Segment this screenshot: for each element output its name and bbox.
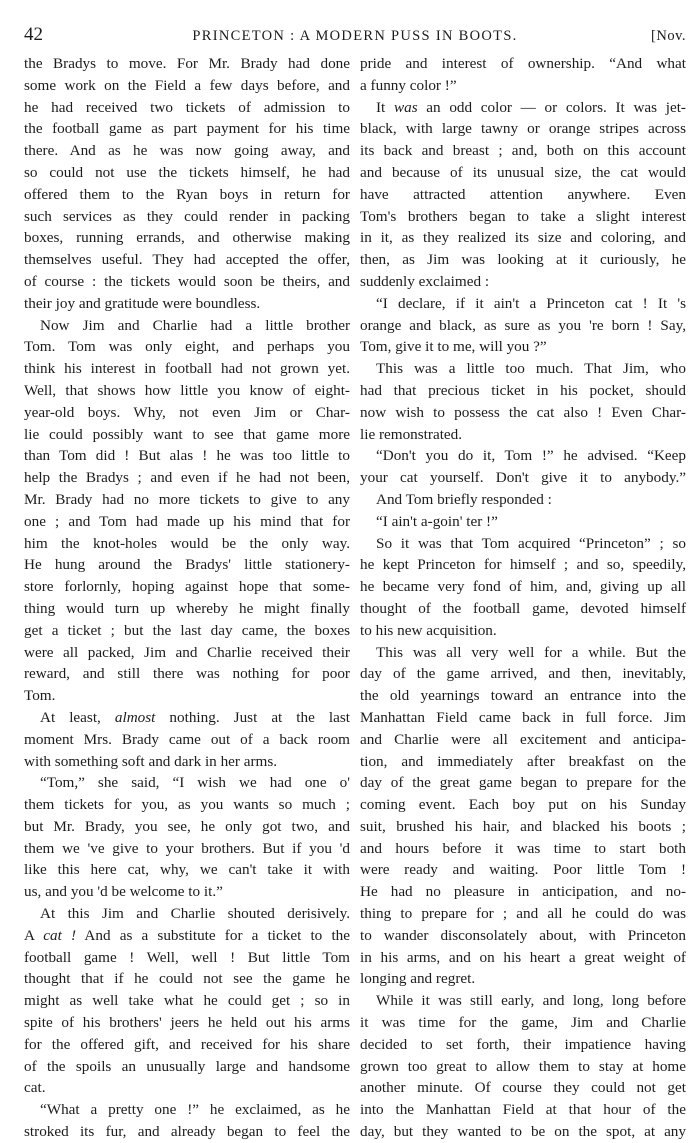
text-line: themselves useful. They had accepted the offer,	[24, 251, 350, 269]
text-line: a funny color !”	[360, 76, 457, 94]
text-line: thing would turn up whereby he might finally	[24, 599, 350, 617]
text-line: Now Jim and Charlie had a little brother	[40, 316, 350, 334]
text-line: orange and black, as sure as you 're born ! Say,	[360, 316, 686, 334]
text-line: have attracted attention anywhere. Even	[360, 185, 686, 203]
text-line: thought of the football game, devoted himself	[360, 599, 686, 617]
text-line: to his new acquisition.	[360, 621, 497, 639]
text-line: but Mr. Brady, you see, he only got two, and	[24, 817, 350, 835]
text-line: spite of his brothers' jeers he held out his arms	[24, 1014, 350, 1032]
text-line: “I declare, if it ain't a Princeton cat ! It 's	[376, 294, 686, 312]
text-line: Tom.	[24, 687, 56, 705]
emphasis: cat !	[43, 926, 77, 944]
text-line: so could not use the tickets himself, he had	[24, 163, 350, 181]
text-line: offered them to the Ryan boys in return for	[24, 185, 350, 203]
text-line: boxes, running errands, and otherwise making	[24, 229, 350, 247]
text-line: help the Bradys ; and even if he had not been,	[24, 469, 350, 487]
text-line: At least, almost nothing. Just at the last	[40, 708, 350, 726]
text-line: were all packed, Jim and Charlie received their	[24, 643, 350, 661]
text-line: pride and interest of ownership. “And what	[360, 55, 686, 72]
text-line: in his arms, and on his heart a great weight of	[360, 948, 686, 966]
text-line: in it, as they realized its size and coloring, and	[360, 229, 686, 247]
text-line: stroked its fur, and already began to feel the	[24, 1123, 350, 1141]
text-line: grown too great to allow them to stay at home	[360, 1057, 686, 1075]
text-line: Manhattan Field came back in full force. Jim	[360, 708, 686, 726]
text-line: black, with large tawny or orange stripes across	[360, 120, 686, 138]
text-line: he kept Princeton for himself ; and so, speedily,	[360, 556, 686, 574]
text-line: day of the great game began to prepare for the	[360, 774, 686, 792]
text-line: the Bradys to move. For Mr. Brady had done	[24, 55, 350, 72]
text-line: reward, and still there was nothing for poor	[24, 665, 350, 683]
text-line: had that precious ticket in his pocket, should	[360, 381, 686, 399]
text-line: coming event. Each boy put on his Sunday	[360, 796, 686, 814]
emphasis: was	[393, 98, 418, 116]
text-line: he became very fond of him, and, giving up all	[360, 578, 686, 596]
text-line: for the offered gift, and received for his share	[24, 1035, 350, 1053]
text-line: them tickets for you, as you wants so much ;	[24, 796, 350, 814]
text-line: lie remonstrated.	[360, 425, 463, 443]
text-line: now wish to possess the cat also ! Even Char-	[360, 403, 686, 421]
text-line: year-old boys. Why, not even Jim or Char-	[24, 403, 350, 421]
text-line: Tom's brothers began to take a slight interest	[360, 207, 686, 225]
text-line: He hung around the Bradys' little stationery-	[24, 556, 350, 574]
text-line: it was time for the game, Jim and Charlie	[360, 1014, 686, 1032]
text-line: lie could possibly want to see that game more	[24, 425, 350, 443]
text-line: to wander disconsolately about, with Princeton	[360, 926, 686, 944]
text-line: thing to prepare for ; and all he could do was	[360, 905, 686, 923]
issue-month: [Nov.	[651, 28, 686, 44]
text-line: day, but they wanted to be on the spot, at any	[360, 1123, 686, 1141]
text-line: and Charlie were all excitement and anticipa-	[360, 730, 686, 748]
text-line: its back and breast ; and, both on this account	[360, 142, 686, 160]
text-line: your cat yourself. Don't give it to anybody.”	[360, 469, 686, 487]
left-column	[24, 53, 350, 1143]
text-line: him the knot-holes would be the only way.	[24, 534, 350, 552]
text-line: This was a little too much. That Jim, who	[376, 360, 686, 378]
emphasis: almost	[114, 708, 156, 726]
text-line: “What a pretty one !” he exclaimed, as he	[40, 1101, 350, 1119]
text-line: some work on the Field a few days before, and	[24, 76, 350, 94]
text-line: think his interest in football had not grown yet.	[24, 360, 350, 378]
text-line: Well, that shows how little you know of eight-	[24, 381, 350, 399]
text-line: It was an odd color — or colors. It was jet-	[376, 98, 686, 116]
text-line: such services as they could render in packing	[24, 207, 350, 225]
text-line: of the spoils an unusually large and handsome	[24, 1057, 350, 1075]
text-line: At this Jim and Charlie shouted derisively.	[40, 905, 350, 923]
text-line: While it was still early, and long, long before	[376, 992, 686, 1010]
text-line: longing and regret.	[360, 970, 476, 988]
text-line: one ; and Tom had made up his mind that for	[24, 512, 350, 530]
text-line: he had received two tickets of admission to	[24, 98, 350, 116]
text-line: of course : the tickets would soon be theirs, and	[24, 272, 350, 290]
text-line: then, as Jim was looking at it curiously, he	[360, 251, 686, 269]
text-line: thought that if he could not see the game he	[24, 970, 350, 988]
text-line: store forlornly, hoping against hope that some-	[24, 578, 350, 596]
text-line: there. And as he was now going away, and	[24, 142, 350, 160]
text-line: their joy and gratitude were boundless.	[24, 294, 261, 312]
text-line: suit, brushed his hair, and blacked his boots ;	[360, 817, 686, 835]
text-line: into the Manhattan Field at that hour of the	[360, 1101, 686, 1119]
text-line: A cat ! And as a substitute for a ticket to the	[24, 926, 350, 944]
text-line: than Tom did ! But alas ! he was too little to	[24, 447, 350, 465]
text-line: us, and you 'd be welcome to it.”	[24, 883, 223, 901]
text-line: suddenly exclaimed :	[360, 272, 490, 290]
text-line: the football game as part payment for his time	[24, 120, 350, 138]
text-line: like this here cat, why, we can't take it with	[24, 861, 350, 879]
text-line: them we 've give to your brothers. But if you 'd	[24, 839, 350, 857]
text-line: get a ticket ; but the last day came, the boxes	[24, 621, 350, 639]
text-line: might as well take what he could get ; so in	[24, 992, 350, 1010]
text-line: This was all very well for a while. But the	[376, 643, 686, 661]
text-line: Mr. Brady had no more tickets to give to any	[24, 490, 350, 508]
text-line: the old yearnings toward an entrance into the	[360, 687, 686, 705]
text-line: “Don't you do it, Tom !” he advised. “Keep	[376, 447, 686, 465]
text-line: So it was that Tom acquired “Princeton” ; so	[376, 534, 686, 552]
text-line: Tom. Tom was only eight, and perhaps you	[24, 338, 350, 356]
text-line: were ready and waiting. Poor little Tom !	[360, 861, 686, 879]
text-line: moment Mrs. Brady came out of a back room	[24, 730, 350, 748]
right-column	[360, 53, 686, 1143]
text-line: and hours before it was time to start both	[360, 839, 686, 857]
text-line: Tom, give it to me, will you ?”	[360, 338, 547, 356]
text-line: And Tom briefly responded :	[376, 490, 552, 508]
running-title: PRINCETON : A MODERN PUSS IN BOOTS.	[192, 28, 518, 44]
text-line: day of the game arrived, and then, inevitably,	[360, 665, 686, 683]
text-line: He had no pleasure in anticipation, and no-	[360, 883, 686, 901]
text-line: another minute. Of course they could not get	[360, 1079, 686, 1097]
text-line: decided to set forth, their impatience having	[360, 1035, 686, 1053]
page-number: 42	[24, 24, 43, 45]
running-header	[24, 22, 686, 50]
text-line: “I ain't a-goin' ter !”	[376, 512, 498, 530]
text-line: cat.	[24, 1079, 46, 1097]
text-line: with something soft and dark in her arms.	[24, 752, 278, 770]
text-line: “Tom,” she said, “I wish we had one o'	[40, 774, 350, 792]
text-line: and because of its unusual size, the cat would	[360, 163, 686, 181]
text-line: tion, and immediately after breakfast on the	[360, 752, 686, 770]
text-line: football game ! Well, well ! But little Tom	[24, 948, 350, 966]
